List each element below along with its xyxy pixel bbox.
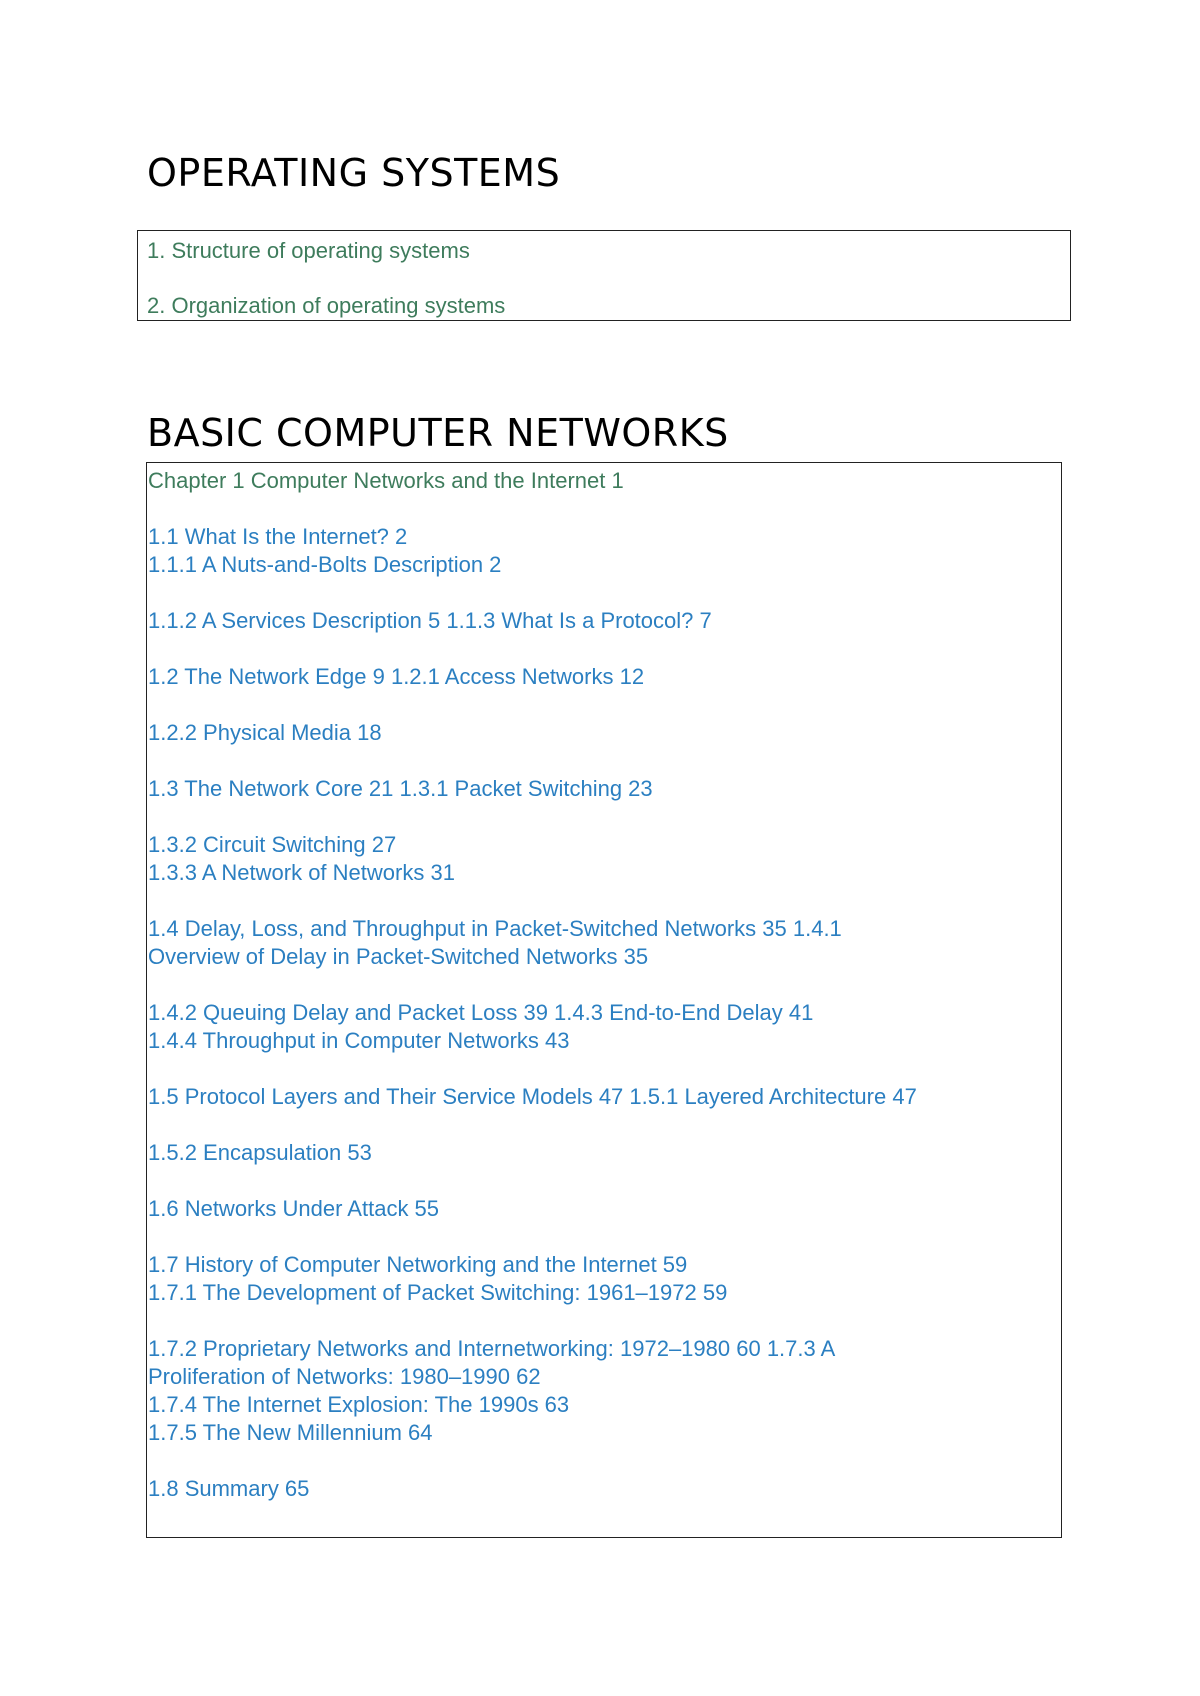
toc-group (148, 523, 1061, 579)
os-section-title: OPERATING SYSTEMS (147, 151, 561, 195)
os-topic-item: 1. Structure of operating systems (147, 238, 470, 263)
toc-entry-line: Proliferation of Networks: 1980–1990 62 (148, 1364, 541, 1389)
toc-entry-line: 1.6 Networks Under Attack 55 (148, 1196, 440, 1221)
toc-entry-line: 1.2.2 Physical Media 18 (148, 720, 382, 745)
toc-entry-line: 1.3.2 Circuit Switching 27 (148, 832, 397, 857)
toc-entry-line: 1.3 The Network Core 21 1.3.1 Packet Switching 23 (148, 776, 653, 801)
networks-toc-box (146, 462, 1062, 1538)
toc-group (148, 1475, 1061, 1503)
os-topic-item: 2. Organization of operating systems (147, 293, 506, 318)
toc-entry-line: 1.8 Summary 65 (148, 1476, 310, 1501)
toc-group (148, 607, 1061, 635)
chapter-heading: Chapter 1 Computer Networks and the Internet 1 (148, 468, 624, 493)
toc-group (148, 1335, 1061, 1447)
toc-entry-line: 1.4.2 Queuing Delay and Packet Loss 39 1.4.3 End-to-End Delay 41 (148, 1000, 814, 1025)
toc-group (148, 915, 1061, 971)
toc-entry-line: 1.4.4 Throughput in Computer Networks 43 (148, 1028, 570, 1053)
toc-entry-line: 1.1 What Is the Internet? 2 (148, 524, 408, 549)
toc-group (148, 1083, 1061, 1111)
toc-entry-line: 1.4 Delay, Loss, and Throughput in Packet-Switched Networks 35 1.4.1 (148, 916, 842, 941)
toc-group (148, 1195, 1061, 1223)
toc-entry-line: 1.7.1 The Development of Packet Switching: 1961–1972 59 (148, 1280, 728, 1305)
toc-group (148, 1251, 1061, 1307)
toc-entry-line: 1.1.2 A Services Description 5 1.1.3 What Is a Protocol? 7 (148, 608, 712, 633)
toc-group (148, 1139, 1061, 1167)
toc-group (148, 663, 1061, 691)
os-topics-box (137, 230, 1071, 321)
toc-entry-line: 1.7.4 The Internet Explosion: The 1990s 63 (148, 1392, 570, 1417)
toc-entry-line: 1.2 The Network Edge 9 1.2.1 Access Networks 12 (148, 664, 645, 689)
toc-entry-line: 1.3.3 A Network of Networks 31 (148, 860, 455, 885)
toc-entry-line: 1.1.1 A Nuts-and-Bolts Description 2 (148, 552, 502, 577)
toc-entry-line: 1.7.5 The New Millennium 64 (148, 1420, 433, 1445)
toc-group (148, 719, 1061, 747)
toc-entry-line: 1.5 Protocol Layers and Their Service Models 47 1.5.1 Layered Architecture 47 (148, 1084, 917, 1109)
toc-group (148, 831, 1061, 887)
toc-group (148, 999, 1061, 1055)
toc-group (148, 775, 1061, 803)
toc-entry-line: Overview of Delay in Packet-Switched Networks 35 (148, 944, 649, 969)
toc-entry-line: 1.7.2 Proprietary Networks and Internetworking: 1972–1980 60 1.7.3 A (148, 1336, 836, 1361)
networks-section-title: BASIC COMPUTER NETWORKS (147, 411, 729, 455)
toc-groups (148, 523, 1061, 1503)
toc-entry-line: 1.7 History of Computer Networking and the Internet 59 (148, 1252, 688, 1277)
toc-entry-line: 1.5.2 Encapsulation 53 (148, 1140, 372, 1165)
